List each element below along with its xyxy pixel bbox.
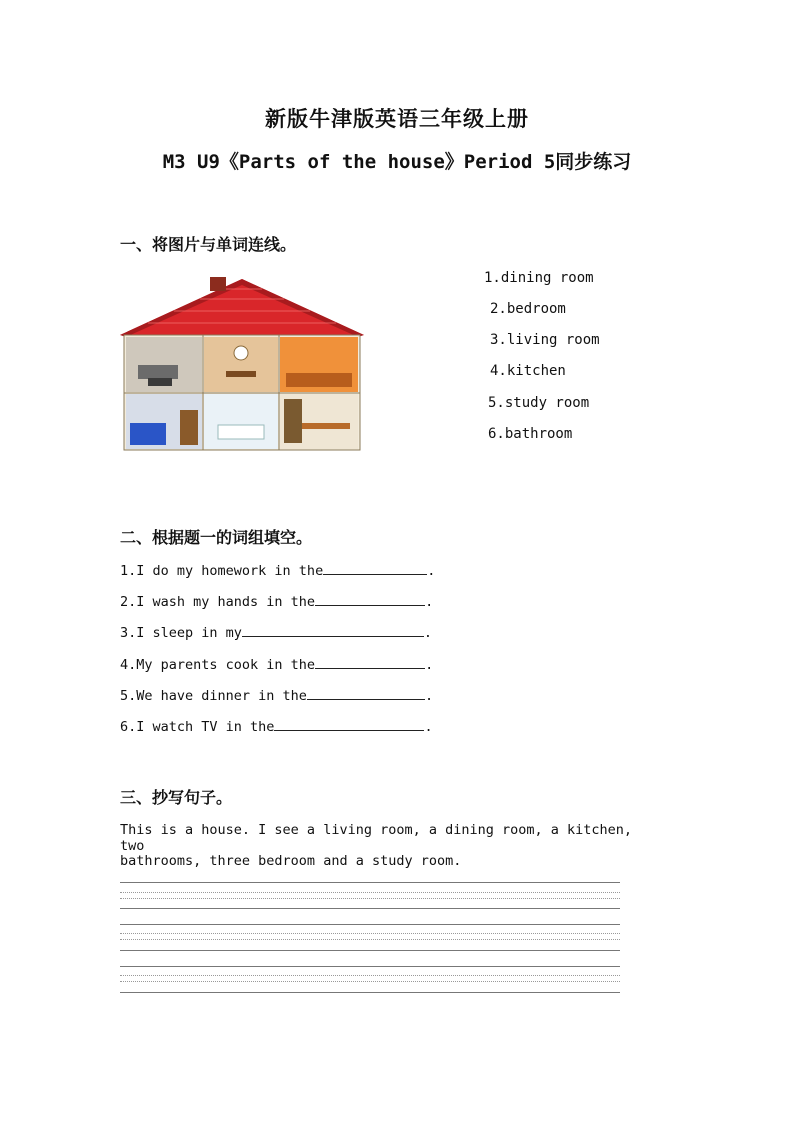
section-3-heading: 三、抄写句子。: [120, 788, 233, 807]
word-5: 5.study room: [488, 395, 590, 411]
section-1-heading: 一、将图片与单词连线。: [120, 235, 297, 254]
chimney: [210, 277, 226, 291]
word-2: 2.bedroom: [490, 301, 566, 317]
answer-blank[interactable]: [323, 562, 427, 575]
fill-item-4: 4.My parents cook in the .: [120, 657, 434, 673]
fill-item-5: 5.We have dinner in the .: [120, 688, 434, 704]
answer-blank[interactable]: [307, 687, 425, 700]
answer-blank[interactable]: [242, 624, 424, 637]
copy-sentence-line-1: This is a house. I see a living room, a dining room, a kitchen, two: [120, 822, 633, 854]
worksheet-subtitle: M3 U9《Parts of the house》Period 5同步练习: [162, 151, 632, 173]
room-dining: [204, 337, 278, 392]
answer-blank[interactable]: [274, 718, 424, 731]
roof: [120, 279, 364, 335]
word-1: 1.dining room: [484, 270, 594, 286]
word-3: 3.living room: [490, 332, 600, 348]
fill-item-2: 2.I wash my hands in the .: [120, 594, 434, 610]
copy-sentence-line-2: bathrooms, three bedroom and a study room.: [120, 853, 462, 869]
answer-blank[interactable]: [315, 593, 425, 606]
fill-item-3: 3.I sleep in my .: [120, 625, 433, 641]
house-illustration: [118, 275, 366, 453]
section-2-heading: 二、根据题一的词组填空。: [120, 528, 313, 547]
worksheet-title: 新版牛津版英语三年级上册: [265, 106, 529, 131]
word-6: 6.bathroom: [488, 426, 573, 442]
room-bathroom: [204, 394, 278, 449]
fill-item-1: 1.I do my homework in the .: [120, 563, 436, 579]
word-4: 4.kitchen: [490, 363, 566, 379]
answer-blank[interactable]: [315, 656, 425, 669]
fill-item-6: 6.I watch TV in the .: [120, 719, 433, 735]
